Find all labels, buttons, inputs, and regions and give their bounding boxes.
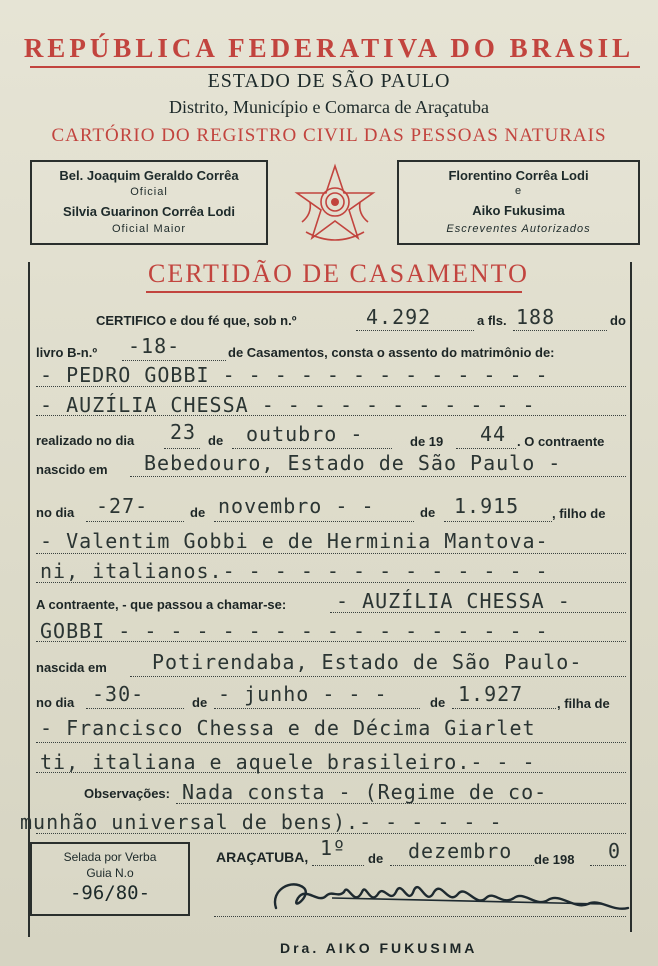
bride-birth-day: -30- xyxy=(92,682,145,706)
bride-parents-line2: ti, italiana e aquele brasileiro.- - - xyxy=(40,750,536,774)
observations-line2: munhão universal de bens).- - - - - - xyxy=(20,810,503,834)
republic-heading: REPÚBLICA FEDERATIVA DO BRASIL xyxy=(23,33,635,63)
certificate-title: CERTIDÃO DE CASAMENTO xyxy=(148,259,529,288)
de-label: de xyxy=(368,851,384,866)
bride-new-name-label: A contraente, - que passou a chamar-se: xyxy=(36,597,287,612)
observations-label: Observações: xyxy=(84,786,170,801)
clerk-role: Escreventes Autorizados xyxy=(446,223,591,235)
daughter-of-label: , filha de xyxy=(557,696,610,711)
official-name-2: Silvia Guarinon Corrêa Lodi xyxy=(63,204,235,219)
groom-parents-line2: ni, italianos.- - - - - - - - - - - - - xyxy=(40,559,549,583)
dotted-line xyxy=(232,448,392,449)
issue-month: dezembro xyxy=(408,839,513,863)
dotted-line xyxy=(130,476,626,477)
certificate-title-rule xyxy=(146,291,522,293)
groom-birthplace: Bebedouro, Estado de São Paulo - xyxy=(144,451,562,475)
record-number: 4.292 xyxy=(366,305,432,329)
dotted-line xyxy=(456,448,516,449)
bride-new-name: - AUZÍLIA CHESSA - xyxy=(336,589,571,613)
official-role-2: Oficial Maior xyxy=(111,223,187,235)
de-label: de xyxy=(420,505,436,520)
stamp-number: -96/80- xyxy=(69,882,151,904)
header-rule xyxy=(30,66,640,68)
clerk-conjunction: e xyxy=(514,185,523,197)
dotted-line xyxy=(164,448,200,449)
state-heading: ESTADO DE SÃO PAULO xyxy=(207,70,451,92)
frame-right xyxy=(630,262,632,932)
registry-heading: CARTÓRIO DO REGISTRO CIVIL DAS PESSOAS NATURAIS xyxy=(51,125,607,146)
groom-parents-line1: - Valentim Gobbi e de Herminia Mantova- xyxy=(40,529,549,553)
de-label: de xyxy=(192,695,208,710)
bride-birth-year: 1.927 xyxy=(458,682,524,706)
officials-left-box xyxy=(30,160,268,245)
dotted-line xyxy=(36,742,626,743)
on-day-label: no dia xyxy=(36,695,75,710)
marriage-month: outubro - xyxy=(246,422,364,446)
dotted-line xyxy=(312,865,364,866)
folio-number: 188 xyxy=(516,305,556,329)
groom-label: . O contraente xyxy=(517,434,605,449)
dotted-line xyxy=(214,708,420,709)
district-heading: Distrito, Município e Comarca de Araçatuba xyxy=(169,97,489,117)
bride-birthplace: Potirendaba, Estado de São Paulo- xyxy=(152,650,583,674)
book-number: -18- xyxy=(128,334,181,358)
officials-right-box xyxy=(397,160,640,245)
marriage-day: 23 xyxy=(170,420,197,444)
dotted-line xyxy=(122,360,226,361)
signer-name: Dra. AIKO FUKUSIMA xyxy=(280,940,478,956)
bride-parents-line1: - Francisco Chessa e de Décima Giarlet xyxy=(40,716,536,740)
dotted-line xyxy=(86,521,184,522)
dotted-line xyxy=(452,708,556,709)
de-label: de xyxy=(430,695,446,710)
stamp-box xyxy=(30,842,190,916)
dotted-line xyxy=(513,330,607,331)
groom-birth-year: 1.915 xyxy=(454,494,520,518)
book-label: livro B-n.º xyxy=(36,345,98,360)
issue-year-digit: 0 xyxy=(608,839,622,863)
frame-left xyxy=(28,262,30,937)
bride-name: - AUZÍLIA CHESSA - - - - - - - - - - - xyxy=(40,393,536,417)
observations-line1: Nada consta - (Regime de co- xyxy=(182,780,548,804)
dotted-line xyxy=(214,521,414,522)
de-label: de xyxy=(190,505,206,520)
do-label: do xyxy=(610,313,626,328)
de-year-label: de 19 xyxy=(410,434,444,449)
handwritten-signature xyxy=(262,868,642,934)
stamp-line1: Selada por Verba xyxy=(63,850,157,864)
dotted-line xyxy=(590,865,626,866)
official-name-1: Bel. Joaquim Geraldo Corrêa xyxy=(59,168,239,183)
issue-day: 1º xyxy=(320,836,347,860)
born-in-label: nascida em xyxy=(36,660,107,675)
bride-birth-month: - junho - - - xyxy=(218,682,388,706)
official-role-1: Oficial xyxy=(130,186,168,198)
city-label: ARAÇATUBA, xyxy=(216,849,309,865)
stamp-line2: Guia N.o xyxy=(86,866,134,880)
dotted-line xyxy=(36,553,626,554)
signature-line xyxy=(214,916,626,917)
born-in-label: nascido em xyxy=(36,462,108,477)
de-year-label: de 198 xyxy=(534,852,575,867)
marriages-label: de Casamentos, consta o assento do matrimônio de: xyxy=(228,345,555,360)
dotted-line xyxy=(390,865,534,866)
clerk-name-1: Florentino Corrêa Lodi xyxy=(448,168,589,183)
dotted-line xyxy=(356,330,474,331)
de-label: de xyxy=(208,433,224,448)
folio-label: a fls. xyxy=(477,313,507,328)
marriage-year: 44 xyxy=(480,422,507,446)
groom-birth-month: novembro - - xyxy=(218,494,375,518)
coat-of-arms-emblem xyxy=(292,162,378,248)
on-day-label: no dia xyxy=(36,505,75,520)
performed-label: realizado no dia xyxy=(36,433,135,448)
bride-new-name-cont: GOBBI - - - - - - - - - - - - - - - - - xyxy=(40,619,549,643)
certify-label: CERTIFICO e dou fé que, sob n.º xyxy=(96,313,297,328)
clerk-name-2: Aiko Fukusima xyxy=(472,203,565,218)
son-of-label: , filho de xyxy=(552,506,606,521)
dotted-line xyxy=(130,676,626,677)
dotted-line xyxy=(444,521,552,522)
groom-birth-day: -27- xyxy=(96,494,149,518)
groom-name: - PEDRO GOBBI - - - - - - - - - - - - - xyxy=(40,363,549,387)
dotted-line xyxy=(86,708,184,709)
